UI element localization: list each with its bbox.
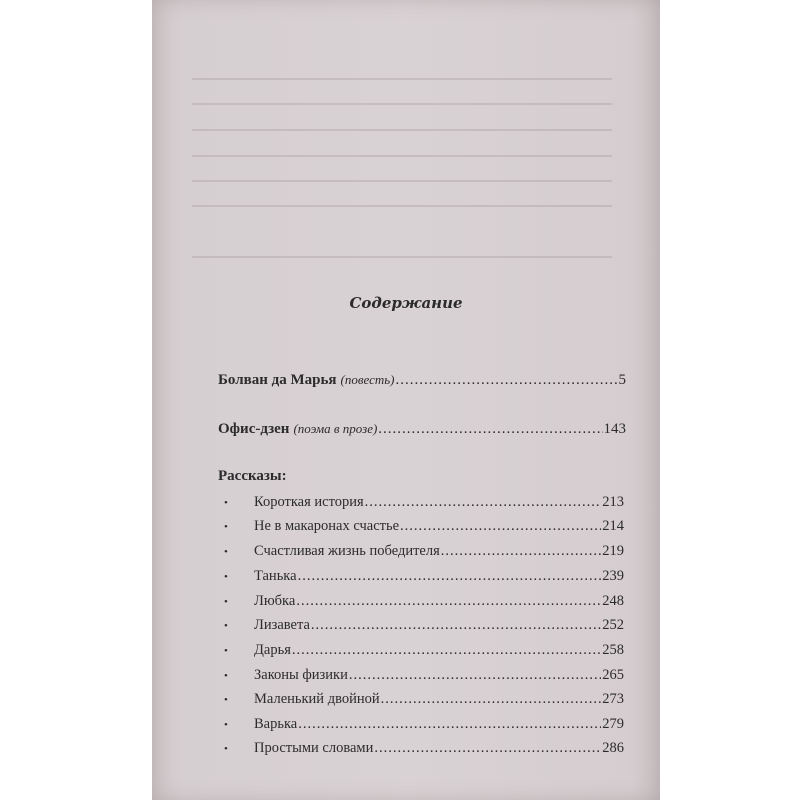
- leader-dots: [292, 642, 601, 659]
- story-entry: [224, 617, 624, 634]
- show-through-line: [192, 256, 612, 258]
- page-number: 258: [602, 642, 624, 658]
- entry-title: Болван да Марья: [218, 372, 337, 388]
- page-number: 273: [602, 691, 624, 707]
- bullet-icon: •: [224, 546, 228, 558]
- story-title: Варька: [254, 716, 298, 732]
- leader-dots: [374, 740, 601, 757]
- contents-title: Содержание: [349, 294, 463, 312]
- story-entry: [224, 494, 624, 511]
- bullet-icon: •: [224, 719, 228, 731]
- page-number: 213: [602, 494, 624, 510]
- bullet-icon: •: [224, 645, 228, 657]
- show-through-line: [192, 205, 612, 207]
- bullet-icon: •: [224, 620, 228, 632]
- toc-entry: [218, 421, 626, 438]
- leader-dots: [441, 543, 601, 560]
- page-number: 219: [602, 543, 624, 559]
- show-through-line: [192, 129, 612, 131]
- story-title: Дарья: [254, 642, 291, 658]
- story-title: Танька: [254, 568, 297, 584]
- story-title: Не в макаронах счастье: [254, 518, 400, 534]
- leader-dots: [378, 421, 602, 438]
- leader-dots: [298, 568, 602, 585]
- story-title: Простыми словами: [254, 740, 374, 756]
- page-number: 239: [602, 568, 624, 584]
- leader-dots: [365, 494, 602, 511]
- section-heading: Рассказы:: [218, 468, 287, 484]
- leader-dots: [400, 518, 601, 535]
- bullet-icon: •: [224, 743, 228, 755]
- story-entry: [224, 518, 624, 535]
- entry-title: Офис-дзен: [218, 421, 290, 437]
- story-title: Счастливая жизнь победителя: [254, 543, 440, 559]
- story-entry: [224, 691, 624, 708]
- page-number: 265: [602, 667, 624, 683]
- story-title: Законы физики: [254, 667, 348, 683]
- story-entry: [224, 568, 624, 585]
- bullet-icon: •: [224, 521, 228, 533]
- story-entry: [224, 716, 624, 733]
- bullet-icon: •: [224, 571, 228, 583]
- bullet-icon: •: [224, 694, 228, 706]
- entry-note: (поэма в прозе): [293, 421, 378, 436]
- story-entry: [224, 543, 624, 560]
- page-number: 286: [602, 740, 624, 756]
- page-number: 248: [602, 593, 624, 609]
- page-number: 143: [603, 421, 626, 437]
- show-through-line: [192, 78, 612, 80]
- entry-note: (повесть): [340, 372, 395, 387]
- toc-entry: [218, 372, 626, 389]
- leader-dots: [396, 372, 618, 389]
- bullet-icon: •: [224, 596, 228, 608]
- story-title: Любка: [254, 593, 296, 609]
- leader-dots: [311, 617, 601, 634]
- page-number: 5: [618, 372, 626, 388]
- show-through-line: [192, 180, 612, 182]
- leader-dots: [298, 716, 601, 733]
- bullet-icon: •: [224, 497, 228, 509]
- page-number: 214: [602, 518, 624, 534]
- story-title: Лизавета: [254, 617, 310, 633]
- story-entry: [224, 740, 624, 757]
- story-title: Маленький двойной: [254, 691, 380, 707]
- story-entry: [224, 593, 624, 610]
- leader-dots: [349, 667, 601, 684]
- leader-dots: [296, 593, 601, 610]
- book-page: [152, 0, 660, 800]
- page-number: 279: [602, 716, 624, 732]
- leader-dots: [381, 691, 602, 708]
- show-through-line: [192, 155, 612, 157]
- show-through-line: [192, 103, 612, 105]
- story-entry: [224, 642, 624, 659]
- bullet-icon: •: [224, 670, 228, 682]
- page-number: 252: [602, 617, 624, 633]
- story-entry: [224, 667, 624, 684]
- story-title: Короткая история: [254, 494, 364, 510]
